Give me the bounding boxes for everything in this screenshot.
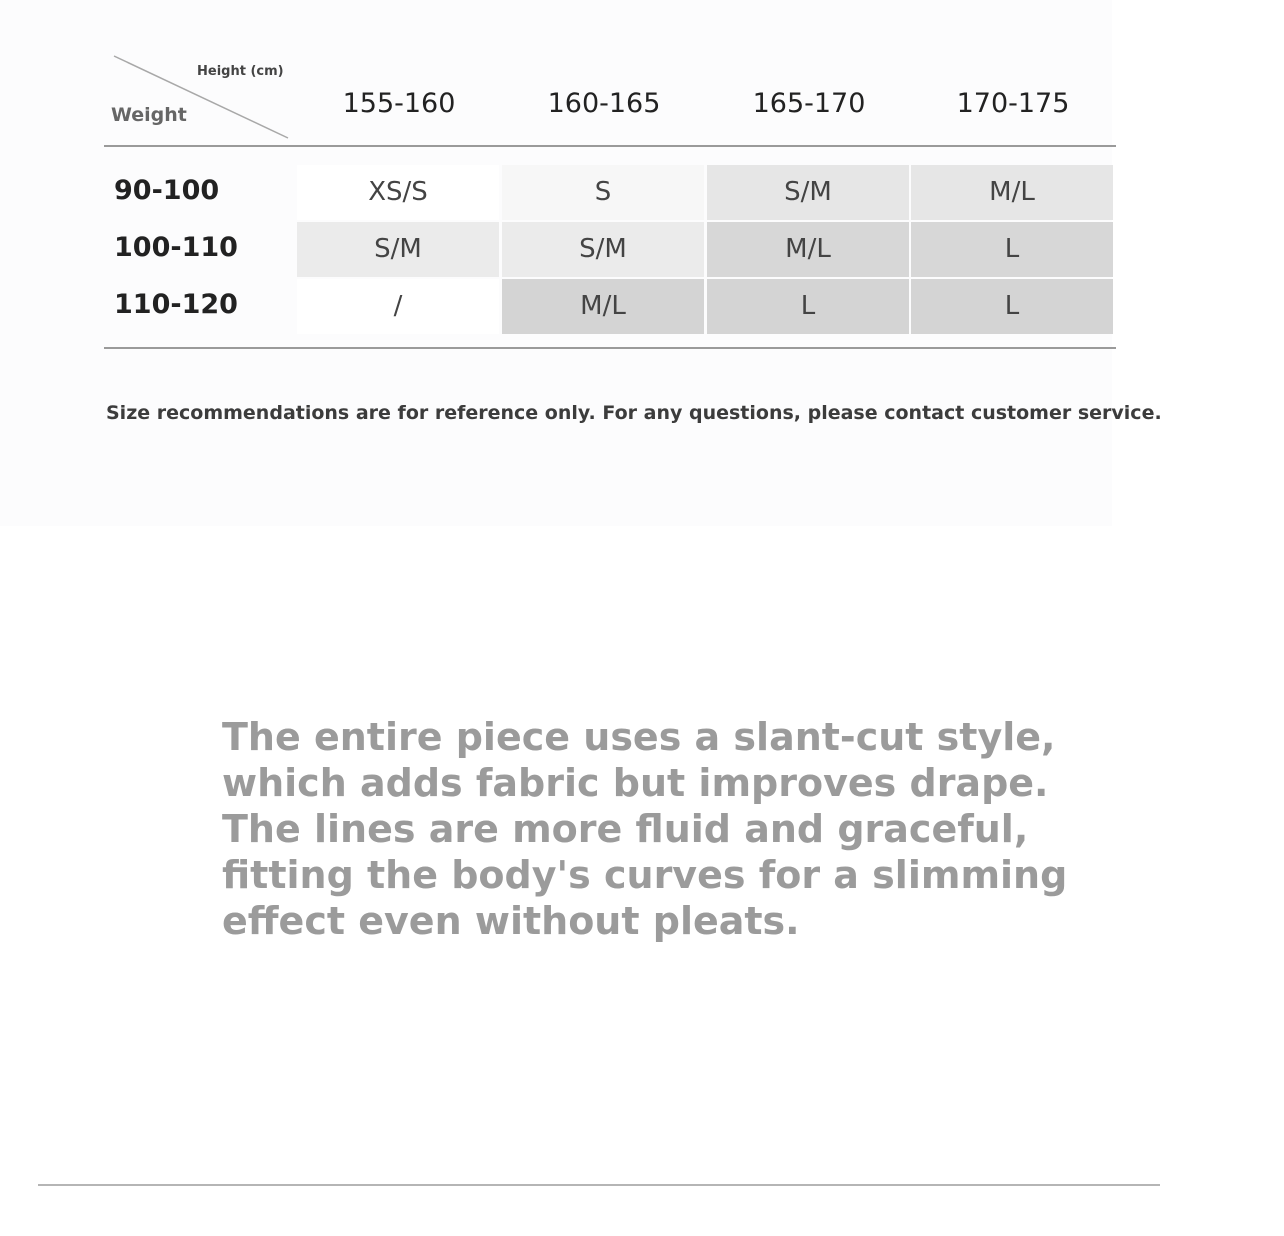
size-cell: M/L xyxy=(911,165,1113,220)
size-cell: / xyxy=(297,279,499,334)
height-axis-label: Height (cm) xyxy=(197,64,284,79)
description-line: effect even without pleats. xyxy=(222,899,800,943)
product-description xyxy=(222,714,1082,944)
description-line: which adds fabric but improves drape. xyxy=(222,761,1049,805)
size-cell: L xyxy=(911,279,1113,334)
size-cell: L xyxy=(911,222,1113,277)
table-bottom-rule xyxy=(104,347,1116,349)
size-cell: M/L xyxy=(707,222,909,277)
size-cell: L xyxy=(707,279,909,334)
table-corner-header xyxy=(104,52,294,142)
size-cell: S/M xyxy=(297,222,499,277)
row-label-weight: 100-110 xyxy=(114,232,238,263)
size-disclaimer-note: Size recommendations are for reference only. For any questions, please contact customer service. xyxy=(106,402,1162,424)
size-cell: M/L xyxy=(502,279,704,334)
size-cell: S/M xyxy=(707,165,909,220)
size-cell: S xyxy=(502,165,704,220)
table-top-rule xyxy=(104,145,1116,147)
description-line: The lines are more fluid and graceful, xyxy=(222,807,1029,851)
section-divider xyxy=(38,1184,1160,1186)
row-label-weight: 90-100 xyxy=(114,175,220,206)
column-header: 165-170 xyxy=(752,88,866,119)
size-cell: XS/S xyxy=(297,165,499,220)
description-line: The entire piece uses a slant-cut style, xyxy=(222,715,1056,759)
size-chart-panel xyxy=(0,0,1162,526)
row-label-weight: 110-120 xyxy=(114,289,238,320)
description-line: fitting the body's curves for a slimming xyxy=(222,853,1068,897)
weight-axis-label: Weight xyxy=(111,104,187,126)
column-header: 170-175 xyxy=(956,88,1070,119)
column-header: 155-160 xyxy=(342,88,456,119)
column-header: 160-165 xyxy=(547,88,661,119)
size-cell: S/M xyxy=(502,222,704,277)
